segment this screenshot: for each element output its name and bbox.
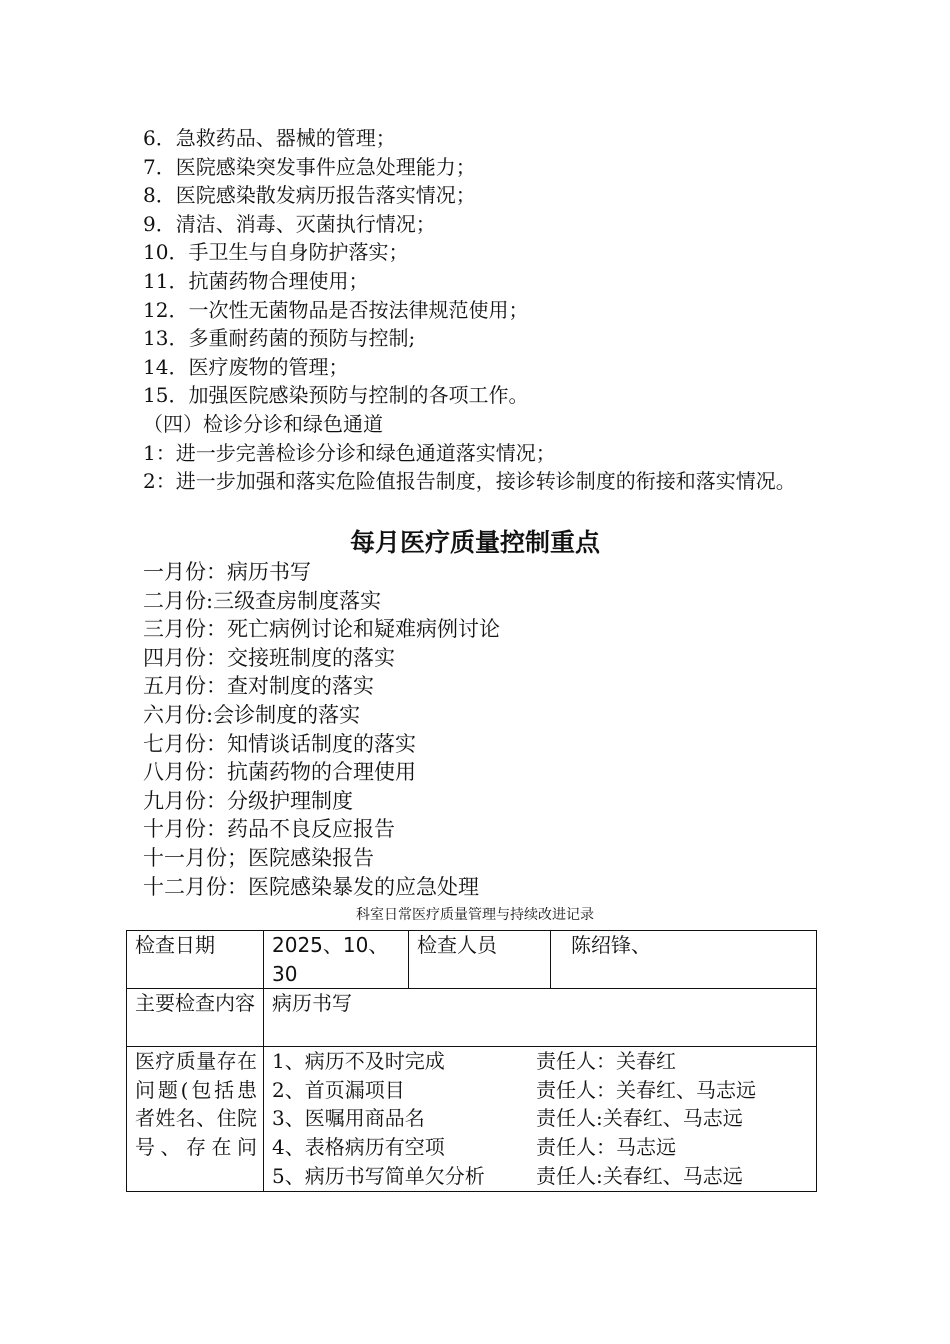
month-item: 六月份:会诊制度的落实: [143, 702, 361, 727]
month-item: 五月份：查对制度的落实: [143, 674, 374, 699]
month-item: 九月份：分级护理制度: [143, 788, 353, 813]
monthly-focus-list: [143, 558, 823, 901]
page-heading: 每月医疗质量控制重点: [349, 528, 600, 557]
issue-text: 5、病历书写简单欠分析: [272, 1163, 485, 1188]
issue-responsible: 责任人:关春红、马志远: [536, 1106, 743, 1131]
month-item: 十一月份；医院感染报告: [143, 845, 374, 870]
month-item: 十月份：药品不良反应报告: [143, 817, 395, 842]
list-item: 7．医院感染突发事件应急处理能力；: [143, 154, 476, 179]
issues-cell: [264, 1047, 817, 1192]
issue-item: [272, 1162, 816, 1191]
inspector-label: 检查人员: [409, 931, 551, 989]
list-item: 15．加强医院感染预防与控制的各项工作。: [143, 383, 529, 408]
list-item: 9．清洁、消毒、灭菌执行情况；: [143, 211, 436, 236]
table-row: [127, 1047, 817, 1192]
check-date-label: 检查日期: [127, 931, 264, 989]
section-item: 2：进一步加强和落实危险值报告制度，接诊转诊制度的衔接和落实情况。: [143, 469, 796, 494]
issue-item: [272, 1133, 816, 1162]
list-item: 12．一次性无菌物品是否按法律规范使用；: [143, 297, 529, 322]
issue-text: 1、病历不及时完成: [272, 1049, 445, 1074]
section-item: 1：进一步完善检诊分诊和绿色通道落实情况；: [143, 440, 556, 465]
list-item: 6．急救药品、器械的管理；: [143, 126, 396, 150]
issue-responsible: 责任人：关春红: [536, 1049, 676, 1074]
list-item: 8．医院感染散发病历报告落实情况；: [143, 183, 476, 208]
issue-text: 2、首页漏项目: [272, 1077, 405, 1102]
table-row: [127, 989, 817, 1047]
list-item: 11．抗菌药物合理使用；: [143, 268, 369, 293]
table-caption: 科室日常医疗质量管理与持续改进记录: [356, 907, 594, 923]
month-item: 十二月份：医院感染暴发的应急处理: [143, 874, 479, 899]
quality-record-table: [126, 930, 817, 1192]
month-item: 七月份：知情谈话制度的落实: [143, 731, 416, 756]
issue-text: 4、表格病历有空项: [272, 1134, 445, 1159]
section-title: （四）检诊分诊和绿色通道: [143, 411, 383, 436]
month-item: 二月份:三级查房制度落实: [143, 588, 382, 613]
content-value: 病历书写: [264, 989, 817, 1047]
content-label: 主要检查内容: [127, 989, 264, 1047]
issue-item: [272, 1076, 816, 1105]
issue-text: 3、医嘱用商品名: [272, 1106, 425, 1131]
issues-label: 医疗质量存在问题(包括患者姓名、住院号、存在问: [127, 1047, 264, 1192]
list-item: 10．手卫生与自身防护落实；: [143, 240, 409, 265]
month-item: 四月份：交接班制度的落实: [143, 645, 395, 670]
table-row: [127, 931, 817, 989]
month-item: 八月份：抗菌药物的合理使用: [143, 760, 416, 785]
check-date-value: 2025、10、30: [264, 931, 409, 989]
inspector-value: 陈绍锋、: [551, 931, 817, 989]
body-text: [143, 124, 823, 496]
month-item: 三月份：死亡病例讨论和疑难病例讨论: [143, 617, 500, 642]
issue-responsible: 责任人:关春红、马志远: [536, 1163, 743, 1188]
month-item: 一月份：病历书写: [143, 560, 311, 584]
issue-responsible: 责任人：关春红、马志远: [536, 1077, 756, 1102]
issue-item: [272, 1047, 816, 1076]
issue-item: [272, 1104, 816, 1133]
issue-responsible: 责任人：马志远: [536, 1134, 676, 1159]
list-item: 14．医疗废物的管理；: [143, 354, 349, 379]
list-item: 13．多重耐药菌的预防与控制;: [143, 326, 416, 351]
